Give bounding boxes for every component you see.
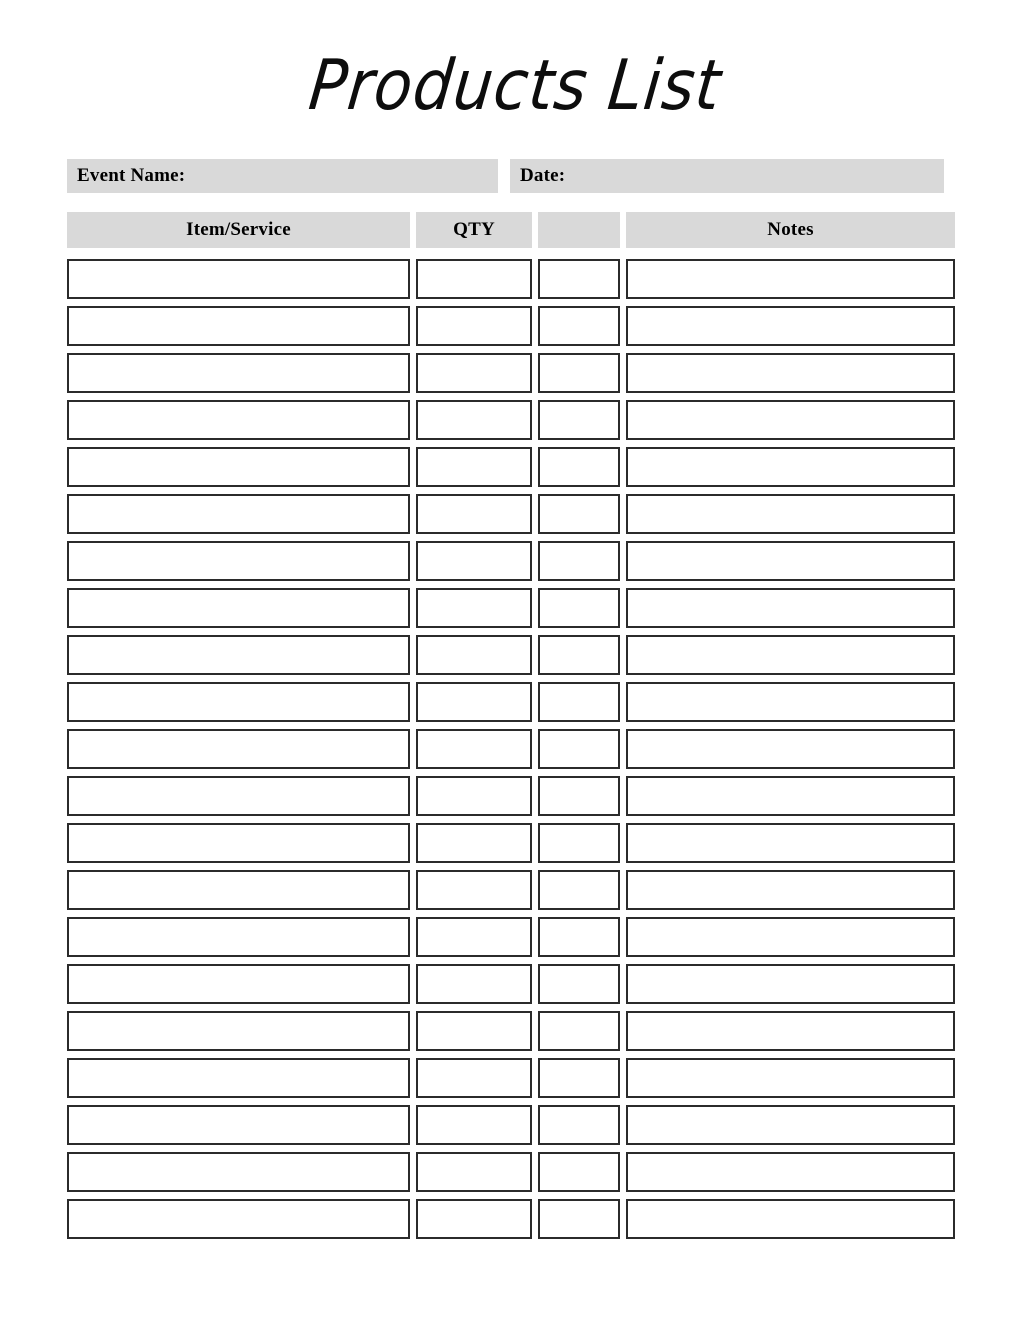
table-row <box>67 1199 955 1239</box>
page-title-container <box>0 43 1024 126</box>
cell-notes[interactable] <box>626 259 955 299</box>
cell-qty[interactable] <box>416 870 532 910</box>
table-row <box>67 870 955 910</box>
cell-unlabeled[interactable] <box>538 541 620 581</box>
table-row <box>67 917 955 957</box>
table-row <box>67 306 955 346</box>
cell-qty[interactable] <box>416 306 532 346</box>
table-row <box>67 353 955 393</box>
cell-item-service[interactable] <box>67 964 410 1004</box>
cell-item-service[interactable] <box>67 400 410 440</box>
cell-unlabeled[interactable] <box>538 729 620 769</box>
cell-notes[interactable] <box>626 964 955 1004</box>
cell-unlabeled[interactable] <box>538 494 620 534</box>
cell-unlabeled[interactable] <box>538 353 620 393</box>
cell-item-service[interactable] <box>67 917 410 957</box>
cell-item-service[interactable] <box>67 635 410 675</box>
cell-qty[interactable] <box>416 964 532 1004</box>
cell-unlabeled[interactable] <box>538 1152 620 1192</box>
cell-unlabeled[interactable] <box>538 1105 620 1145</box>
cell-qty[interactable] <box>416 729 532 769</box>
cell-qty[interactable] <box>416 682 532 722</box>
table-row <box>67 964 955 1004</box>
column-header-item-service-label: Item/Service <box>186 219 291 240</box>
cell-unlabeled[interactable] <box>538 870 620 910</box>
info-row <box>67 159 955 193</box>
cell-notes[interactable] <box>626 306 955 346</box>
cell-item-service[interactable] <box>67 729 410 769</box>
cell-unlabeled[interactable] <box>538 682 620 722</box>
cell-notes[interactable] <box>626 353 955 393</box>
cell-notes[interactable] <box>626 1058 955 1098</box>
date-label: Date: <box>520 165 566 186</box>
cell-notes[interactable] <box>626 776 955 816</box>
cell-unlabeled[interactable] <box>538 1011 620 1051</box>
table-row <box>67 823 955 863</box>
event-name-field[interactable] <box>67 159 498 193</box>
cell-item-service[interactable] <box>67 259 410 299</box>
table-row <box>67 776 955 816</box>
cell-notes[interactable] <box>626 588 955 628</box>
cell-item-service[interactable] <box>67 306 410 346</box>
table-row <box>67 682 955 722</box>
table-row <box>67 1058 955 1098</box>
cell-qty[interactable] <box>416 400 532 440</box>
cell-qty[interactable] <box>416 823 532 863</box>
cell-qty[interactable] <box>416 1011 532 1051</box>
cell-notes[interactable] <box>626 1105 955 1145</box>
cell-notes[interactable] <box>626 1199 955 1239</box>
cell-qty[interactable] <box>416 635 532 675</box>
cell-item-service[interactable] <box>67 1011 410 1051</box>
column-header-notes-label: Notes <box>767 219 814 240</box>
cell-notes[interactable] <box>626 541 955 581</box>
cell-item-service[interactable] <box>67 447 410 487</box>
cell-unlabeled[interactable] <box>538 776 620 816</box>
table-row <box>67 729 955 769</box>
cell-qty[interactable] <box>416 1152 532 1192</box>
cell-qty[interactable] <box>416 259 532 299</box>
cell-qty[interactable] <box>416 541 532 581</box>
table-row <box>67 588 955 628</box>
cell-item-service[interactable] <box>67 682 410 722</box>
page-title: Products List <box>305 43 726 126</box>
cell-unlabeled[interactable] <box>538 635 620 675</box>
cell-item-service[interactable] <box>67 541 410 581</box>
cell-unlabeled[interactable] <box>538 1058 620 1098</box>
cell-item-service[interactable] <box>67 494 410 534</box>
cell-qty[interactable] <box>416 917 532 957</box>
cell-item-service[interactable] <box>67 823 410 863</box>
cell-notes[interactable] <box>626 917 955 957</box>
cell-item-service[interactable] <box>67 870 410 910</box>
table-body <box>67 259 955 1239</box>
column-header-qty-label: QTY <box>453 219 495 240</box>
cell-unlabeled[interactable] <box>538 588 620 628</box>
cell-notes[interactable] <box>626 1152 955 1192</box>
products-table <box>67 212 955 1246</box>
cell-item-service[interactable] <box>67 353 410 393</box>
cell-item-service[interactable] <box>67 1152 410 1192</box>
cell-item-service[interactable] <box>67 588 410 628</box>
cell-notes[interactable] <box>626 1011 955 1051</box>
cell-unlabeled[interactable] <box>538 823 620 863</box>
cell-unlabeled[interactable] <box>538 917 620 957</box>
table-row <box>67 1011 955 1051</box>
cell-qty[interactable] <box>416 447 532 487</box>
cell-notes[interactable] <box>626 447 955 487</box>
cell-notes[interactable] <box>626 729 955 769</box>
cell-item-service[interactable] <box>67 1105 410 1145</box>
table-row <box>67 400 955 440</box>
cell-unlabeled[interactable] <box>538 259 620 299</box>
cell-unlabeled[interactable] <box>538 1199 620 1239</box>
cell-unlabeled[interactable] <box>538 400 620 440</box>
column-header-qty <box>416 212 532 248</box>
table-row <box>67 541 955 581</box>
column-header-item-service <box>67 212 410 248</box>
table-row <box>67 447 955 487</box>
cell-notes[interactable] <box>626 682 955 722</box>
cell-unlabeled[interactable] <box>538 964 620 1004</box>
event-name-label: Event Name: <box>77 165 186 186</box>
table-row <box>67 635 955 675</box>
cell-notes[interactable] <box>626 635 955 675</box>
table-row <box>67 494 955 534</box>
date-field[interactable] <box>510 159 944 193</box>
cell-qty[interactable] <box>416 1199 532 1239</box>
cell-qty[interactable] <box>416 353 532 393</box>
cell-qty[interactable] <box>416 588 532 628</box>
cell-qty[interactable] <box>416 1105 532 1145</box>
cell-item-service[interactable] <box>67 776 410 816</box>
cell-qty[interactable] <box>416 494 532 534</box>
cell-unlabeled[interactable] <box>538 306 620 346</box>
cell-item-service[interactable] <box>67 1199 410 1239</box>
column-header-unlabeled <box>538 212 620 248</box>
info-row-spacer <box>498 159 510 193</box>
table-header-row <box>67 212 955 248</box>
column-header-notes <box>626 212 955 248</box>
table-row <box>67 259 955 299</box>
cell-notes[interactable] <box>626 494 955 534</box>
table-row <box>67 1105 955 1145</box>
table-row <box>67 1152 955 1192</box>
cell-notes[interactable] <box>626 400 955 440</box>
cell-item-service[interactable] <box>67 1058 410 1098</box>
cell-qty[interactable] <box>416 1058 532 1098</box>
cell-qty[interactable] <box>416 776 532 816</box>
cell-unlabeled[interactable] <box>538 447 620 487</box>
cell-notes[interactable] <box>626 870 955 910</box>
cell-notes[interactable] <box>626 823 955 863</box>
